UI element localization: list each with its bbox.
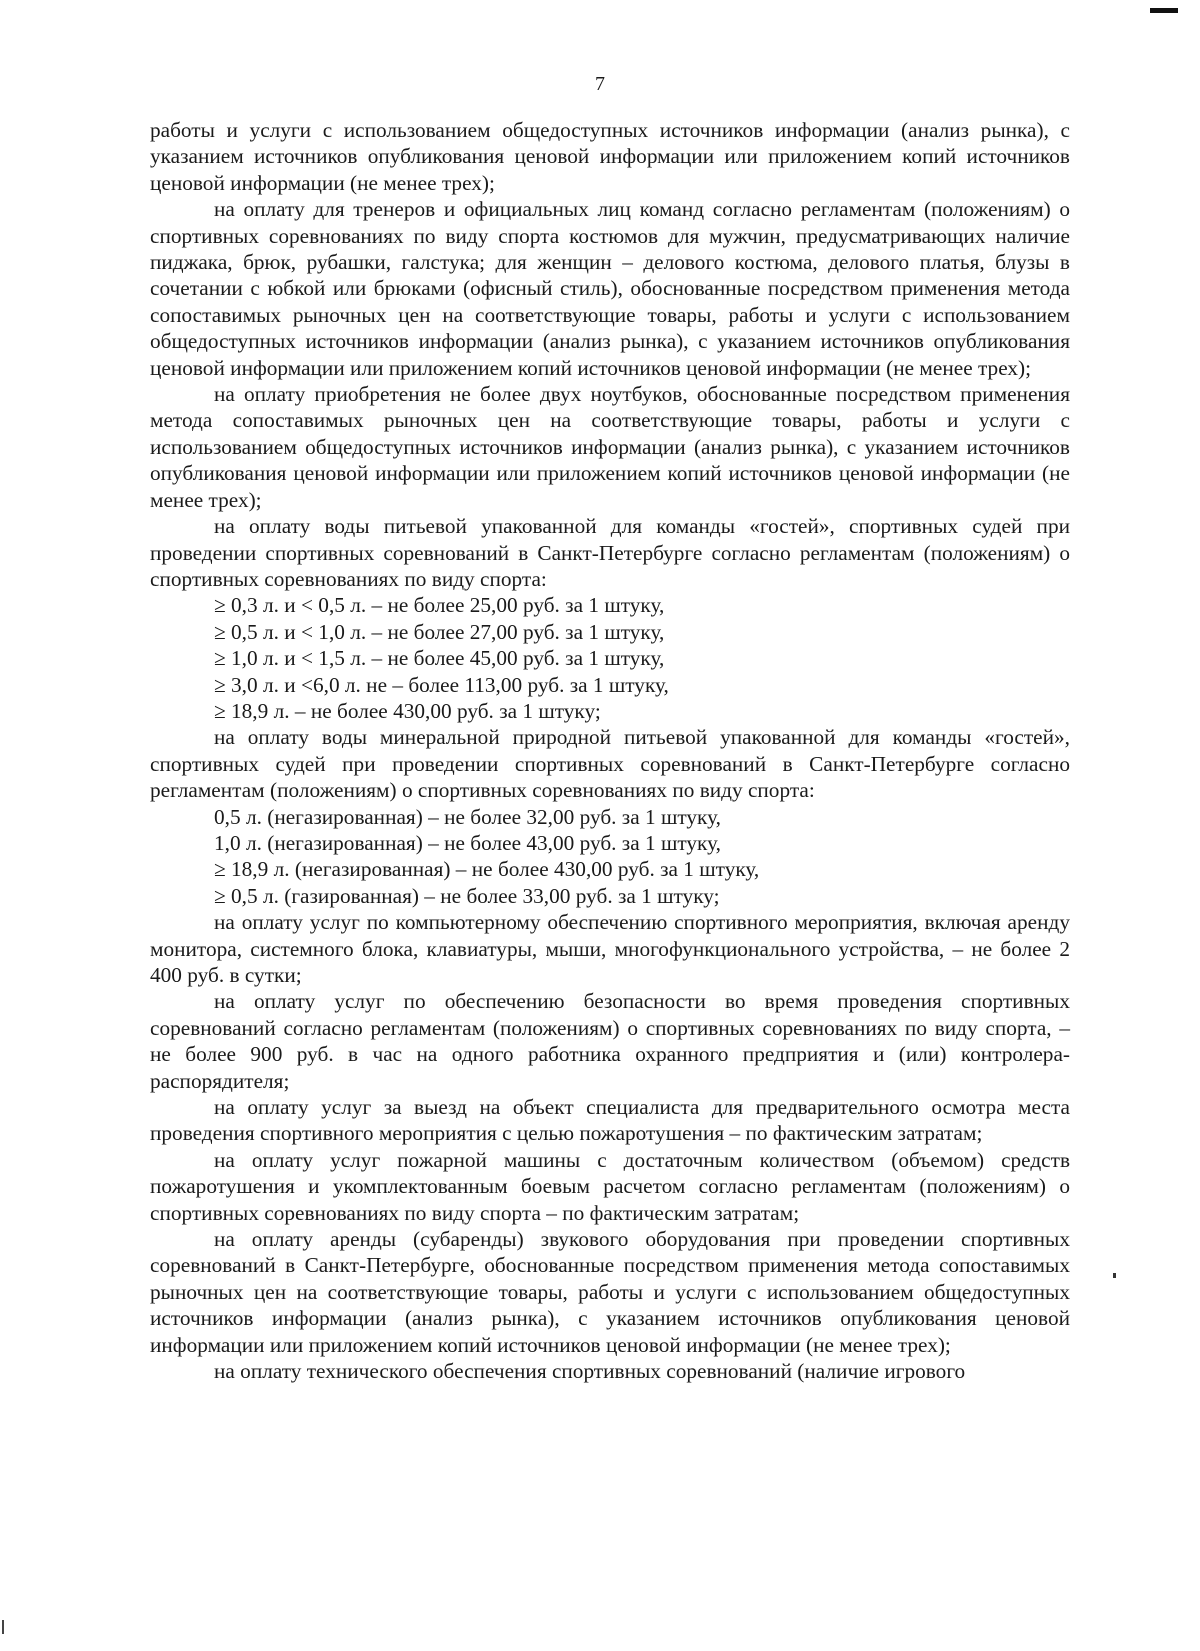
list-item: ≥ 0,3 л. и < 0,5 л. – не более 25,00 руб. за 1 штуку, (214, 593, 665, 618)
list-item: ≥ 3,0 л. и <6,0 л. не – более 113,00 руб. за 1 штуку, (214, 672, 669, 697)
scan-speck (1113, 1273, 1116, 1278)
paragraph-coach-costumes: на оплату для тренеров и официальных лиц команд согласно регламентам (положениям) о спортивных соревнованиях по виду спорта костюмов для мужчин, предусматривающих наличие пиджака, брюк, рубашки, галстука; для женщин – делового костюма, делового платья, блузы в сочетании с юбкой или брюками (офисный стиль), обоснованные посредством применения метода сопоставимых рыночных цен на соответствующие товары, работы и услуги с использованием общедоступных источников информации (анализ рынка), с указанием источников опубликования ценовой информации или приложением копий источников ценовой информации (не менее трех); (150, 197, 1070, 380)
paragraph-fire-inspection: на оплату услуг за выезд на объект специалиста для предварительного осмотра места проведения спортивного мероприятия с целью пожаротушения – по фактическим затратам; (150, 1095, 1070, 1146)
paragraph-technical-support: на оплату технического обеспечения спортивных соревнований (наличие игрового (214, 1359, 966, 1384)
mineral-water-price-list (150, 804, 1070, 910)
list-item: ≥ 1,0 л. и < 1,5 л. – не более 45,00 руб. за 1 штуку, (214, 646, 665, 671)
paragraph-mineral-water: на оплату воды минеральной природной питьевой упакованной для команды «гостей», спортивных судей при проведении спортивных соревнований в Санкт-Петербурге согласно регламентам (положениям) о спортивных соревнованиях по виду спорта: (150, 725, 1070, 803)
list-item: ≥ 18,9 л. (негазированная) – не более 430,00 руб. за 1 штуку, (214, 857, 760, 882)
scan-edge-mark (1150, 8, 1178, 13)
list-item: 1,0 л. (негазированная) – не более 43,00 руб. за 1 штуку, (214, 830, 721, 855)
paragraph-fire-truck: на оплату услуг пожарной машины с достаточным количеством (объемом) средств пожаротушения и укомплектованным боевым расчетом согласно регламентам (положениям) о спортивных соревнованиях по виду спорта – по фактическим затратам; (150, 1147, 1070, 1225)
page-number: 7 (595, 73, 605, 95)
document-body (150, 117, 1070, 1385)
paragraph-security: на оплату услуг по обеспечению безопасности во время проведения спортивных соревнований согласно регламентам (положениям) о спортивных соревнованиях по виду спорта, – не более 900 руб. в час на одного работника охранного предприятия и (или) контролера-распорядителя; (150, 989, 1070, 1093)
paragraph-sound-equipment: на оплату аренды (субаренды) звукового оборудования при проведении спортивных соревнований в Санкт-Петербурге, обоснованные посредством применения метода сопоставимых рыночных цен на соответствующие товары, работы и услуги с использованием общедоступных источников информации (анализ рынка), с указанием источников опубликования ценовой информации или приложением копий источников ценовой информации (не менее трех); (150, 1227, 1070, 1357)
list-item: ≥ 18,9 л. – не более 430,00 руб. за 1 штуку; (214, 698, 601, 723)
paragraph-drinking-water: на оплату воды питьевой упакованной для команды «гостей», спортивных судей при проведении спортивных соревнований в Санкт-Петербурге согласно регламентам (положениям) о спортивных соревнованиях по виду спорта: (150, 514, 1070, 591)
list-item: ≥ 0,5 л. и < 1,0 л. – не более 27,00 руб. за 1 штуку, (214, 619, 665, 644)
paragraph-computer-support: на оплату услуг по компьютерному обеспечению спортивного мероприятия, включая аренду монитора, системного блока, клавиатуры, мыши, многофункционального устройства, – не более 2 400 руб. в сутки; (150, 910, 1070, 987)
list-item: 0,5 л. (негазированная) – не более 32,00 руб. за 1 штуку, (214, 804, 721, 829)
paragraph-continuation: работы и услуги с использованием общедоступных источников информации (анализ рынка), с указанием источников опубликования ценовой информации или приложением копий источников ценовой информации (не менее трех); (150, 118, 1070, 195)
scan-side-mark (2, 1620, 4, 1634)
water-price-list (150, 592, 1070, 724)
list-item: ≥ 0,5 л. (газированная) – не более 33,00 руб. за 1 штуку; (214, 883, 720, 908)
paragraph-laptops: на оплату приобретения не более двух ноутбуков, обоснованные посредством применения метода сопоставимых рыночных цен на соответствующие товары, работы и услуги с использованием общедоступных источников информации (анализ рынка), с указанием источников опубликования ценовой информации или приложением копий источников ценовой информации (не менее трех); (150, 382, 1070, 512)
